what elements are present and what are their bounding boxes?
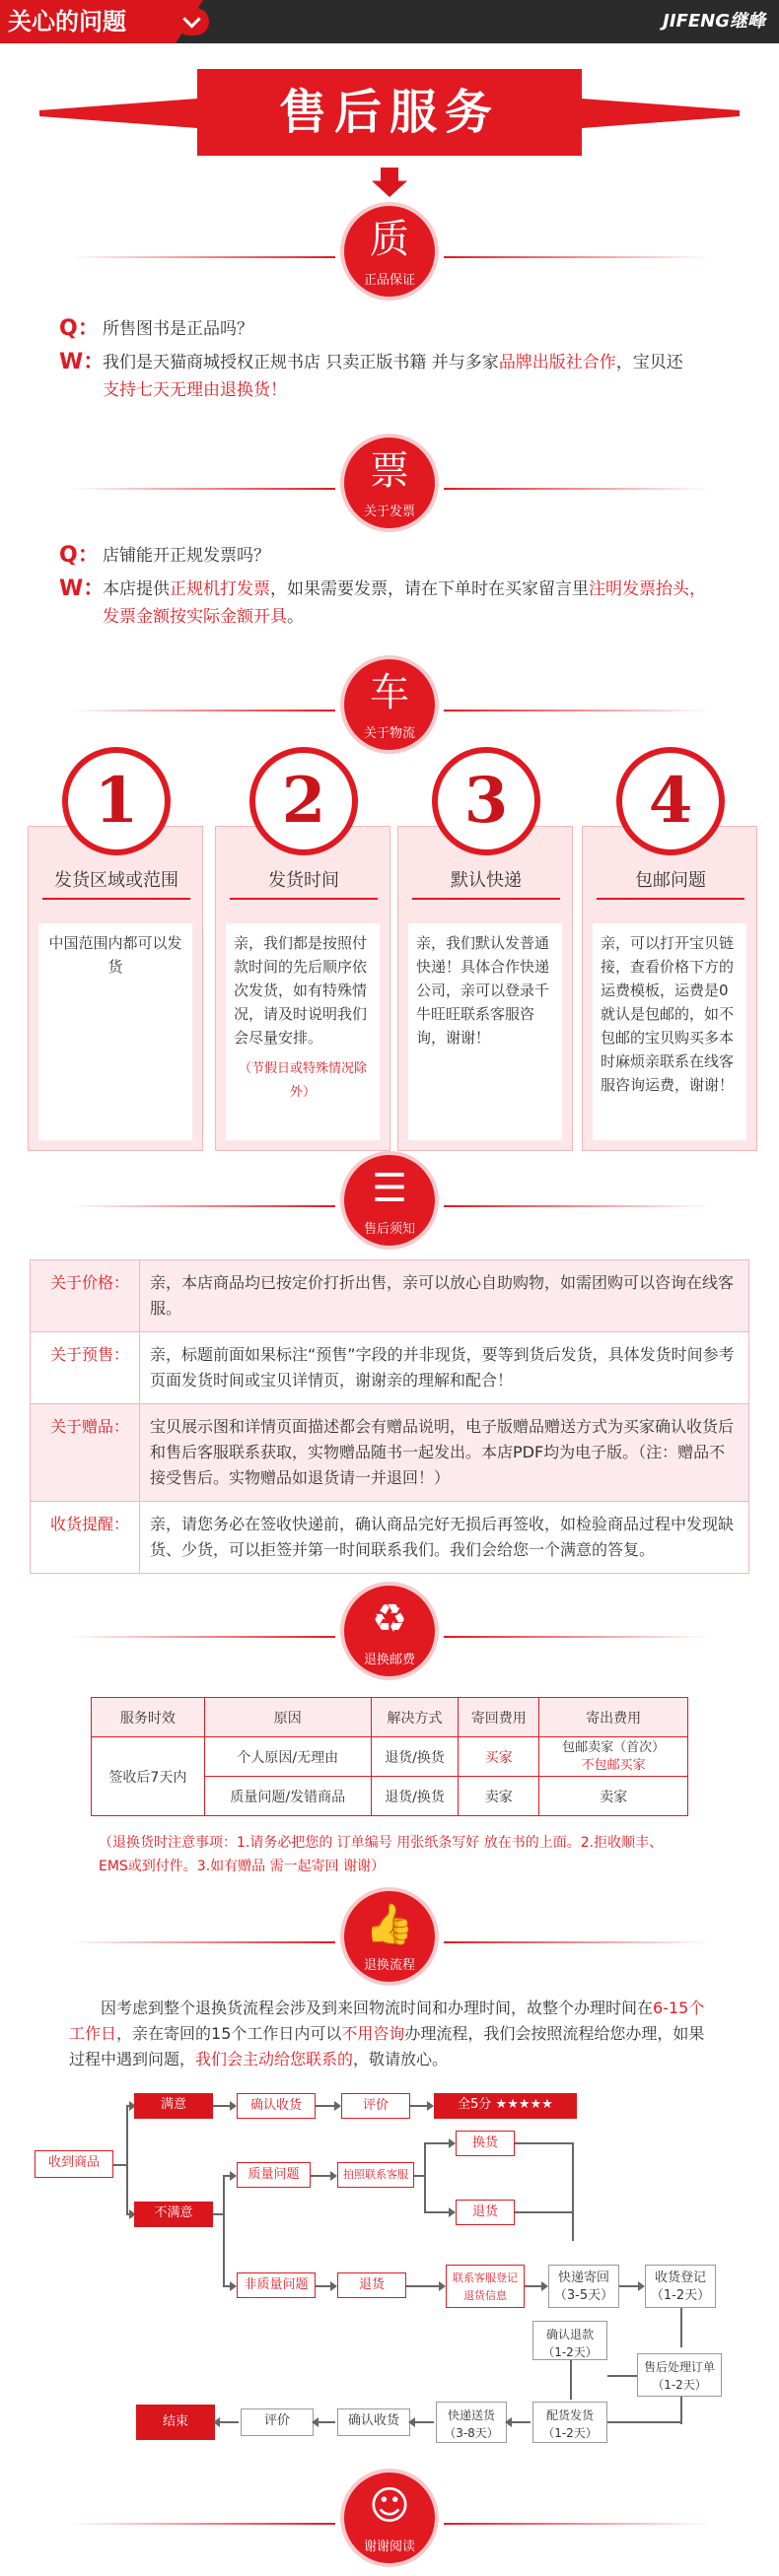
top-header-bar <box>0 0 779 43</box>
logistics-card: 4 包邮问题 亲，可以打开宝贝链接，查看价格下方的运费模板，运费是0就认是包邮的，如不包邮的宝贝购买多本时麻烦亲联系在线客服咨询运费，谢谢！ <box>582 747 757 1151</box>
notice-row: 关于价格： 亲，本店商品均已按定价打折出售，亲可以放心自助购物，如需团购可以咨询在线客服。 <box>31 1260 748 1331</box>
chevron-down-icon[interactable] <box>176 8 209 35</box>
smile-icon: ☺ 谢谢阅读 <box>340 2469 439 2567</box>
thumbs-up-icon: 👍 退换流程 <box>340 1887 439 1986</box>
logistics-card: 3 默认快递 亲，我们默认发普通快递！具体合作快递公司，亲可以登录千牛旺旺联系客服咨询，谢谢！ <box>397 747 573 1151</box>
notice-table <box>30 1259 749 1574</box>
qa-genuine: Q： 所售图书是正品吗？ W： 我们是天猫商城授权正规书店 只卖正版书籍 并与多家品牌出版社合作，宝贝还 支持七天无理由退换货！ <box>59 316 683 400</box>
notice-row: 关于赠品： 宝贝展示图和详情页面描述都会有赠品说明，电子版赠品赠送方式为买家确认收货后和售后客服联系获取，实物赠品随书一起发出。本店PDF均为电子版。（注：赠品不接受售后。实物赠品如退货请一并退回！） <box>31 1403 748 1501</box>
arrow-down-icon <box>372 168 407 197</box>
step-number: 4 <box>616 747 725 855</box>
logistics-card: 2 发货时间 亲，我们都是按照付款时间的先后顺序依次发货，如有特殊情况，请及时说明我们会尽量安排。 （节假日或特殊情况除外） <box>215 747 390 1151</box>
return-note: （退换货时注意事项：1.请务必把您的 订单编号 用张纸条写好 放在书的上面。2.拒收顺丰、EMS或到付件。3.如有赠品 需一起寄回 谢谢） <box>99 1835 664 1874</box>
notice-row: 关于预售： 亲，标题前面如果标注“预售”字段的并非现货，要等到货后发货，具体发货时间参考页面发货时间或宝贝详情页，谢谢亲的理解和配合！ <box>31 1331 748 1403</box>
return-box-icon: ♻ 退换邮费 <box>340 1582 439 1680</box>
return-fee-table: 服务时效 原因 解决方式 寄回费用 寄出费用 签收后7天内 个人原因/无理由 退货/换货 买家 包邮卖家（首次） 不包邮买家 质量问题/发错商品 退货/换货 卖家 卖家 <box>91 1697 688 1816</box>
notice-row: 收货提醒： 亲，请您务必在签收快递前，确认商品完好无损后再签收，如检验商品过程中发现缺货、少货，可以拒签并第一时间联系我们。我们会给您一个满意的答复。 <box>31 1501 748 1573</box>
section-return-postage <box>0 1582 779 1690</box>
page-banner <box>0 69 779 158</box>
section-invoice <box>0 434 779 542</box>
section-thanks <box>0 2469 779 2576</box>
section-return-flow <box>0 1887 779 1996</box>
genuine-badge-icon: 质 正品保证 <box>340 202 439 301</box>
step-number: 1 <box>62 747 171 855</box>
truck-icon: 车 关于物流 <box>340 655 439 754</box>
step-number: 3 <box>432 747 540 855</box>
page-title: 售后服务 <box>278 85 500 140</box>
section-genuine <box>0 202 779 310</box>
flow-description: 因考虑到整个退换货流程会涉及到来回物流时间和办理时间，故整个办理时间在6-15个工作日，亲在寄回的15个工作日内可以不用咨询办理流程，我们会按照流程给您办理，如果过程中遇到问题，我们会主动给您联系的，敬请放心。 <box>69 1999 705 2068</box>
invoice-icon: 票 关于发票 <box>340 434 439 532</box>
logistics-card: 1 发货区域或范围 中国范围内都可以发货 <box>28 747 203 1151</box>
section-label: 关心的问题 <box>0 0 176 43</box>
brand-logo: JIFENG继峰 <box>663 11 765 32</box>
step-number: 2 <box>249 747 358 855</box>
section-notice <box>0 1151 779 1259</box>
notice-icon: ☰ 售后须知 <box>340 1151 439 1250</box>
qa-invoice: Q： 店铺能开正规发票吗？ W： 本店提供正规机打发票，如果需要发票，请在下单时在买家留言里注明发票抬头， 发票金额按实际金额开具。 <box>59 543 706 627</box>
